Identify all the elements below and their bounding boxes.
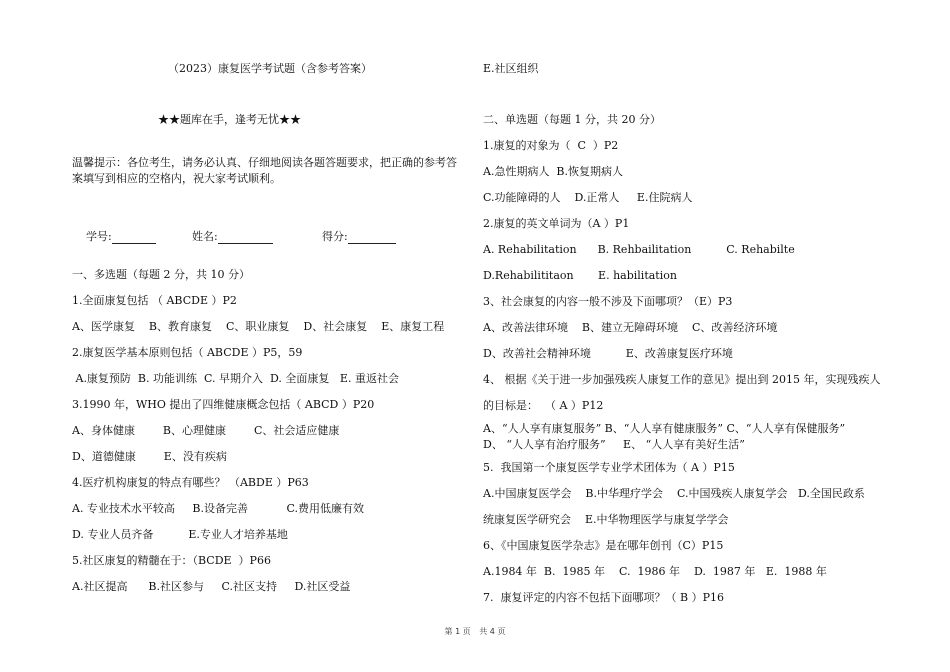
- student-id-field[interactable]: [72, 216, 156, 258]
- sc-question-2: 2.康复的英文单词为（A ）P1: [483, 217, 630, 230]
- sc-question-1: 1.康复的对象为（ C ）P2: [483, 139, 619, 152]
- sc-question-5-options-2: 统康复医学研究会 E.中华物理医学与康复学学会: [483, 513, 729, 526]
- sc-question-5-options-1: A.中国康复医学会 B.中华理疗学会 C.中国残疾人康复学会 D.全国民政系: [483, 487, 865, 500]
- name-field[interactable]: [178, 216, 273, 258]
- notice-line-1: 温馨提示：各位考生，请务必认真、仔细地阅读各题答题要求，把正确的参考答: [72, 156, 457, 169]
- sc-question-4-line-2: 的目标是： （ A ）P12: [483, 399, 604, 412]
- question-3: 3.1990 年，WHO 提出了四维健康概念包括（ ABCD ）P20: [72, 398, 375, 411]
- question-3-options-1: A、身体健康 B、心理健康 C、社会适应健康: [72, 424, 340, 437]
- sc-question-5: 5. 我国第一个康复医学专业学术团体为（ A ）P15: [483, 461, 735, 474]
- name-blank[interactable]: [218, 231, 273, 244]
- sc-question-3-options-1: A、改善法律环境 B、建立无障碍环境 C、改善经济环境: [483, 321, 778, 334]
- student-id-label: 学号:: [86, 230, 112, 243]
- question-1: 1.全面康复包括 （ ABCDE ）P2: [72, 294, 237, 307]
- score-label: 得分:: [322, 230, 348, 243]
- question-5-options: A.社区提高 B.社区参与 C.社区支持 D.社区受益: [72, 580, 351, 593]
- slogan: ★★题库在手，逢考无忧★★: [158, 113, 301, 126]
- notice-line-2: 案填写到相应的空格内，祝大家考试顺利。: [72, 172, 281, 185]
- sc-question-4-options-2: D、 “人人享有治疗服务” E、 “人人享有美好生活”: [483, 438, 745, 451]
- document-title: （2023）康复医学考试题（含参考答案）: [168, 62, 372, 75]
- question-2: 2.康复医学基本原则包括（ ABCDE ）P5，59: [72, 346, 303, 359]
- sc-question-4-line-1: 4、 根据《关于进一步加强残疾人康复工作的意见》提出到 2015 年，实现残疾人: [483, 373, 881, 386]
- section-multiple-choice: 一、多选题（每题 2 分，共 10 分）: [72, 268, 250, 281]
- sc-question-2-options-1: A. Rehabilitation B. Rehbailitation C. Rehabilte: [483, 243, 795, 256]
- question-4-options-2: D. 专业人员齐备 E.专业人才培养基地: [72, 528, 288, 541]
- sc-question-3: 3、社会康复的内容一般不涉及下面哪项？（E）P3: [483, 295, 733, 308]
- question-5: 5.社区康复的精髓在于：（BCDE ）P66: [72, 554, 271, 567]
- question-1-options: A、医学康复 B、教育康复 C、职业康复 D、社会康复 E、康复工程: [72, 320, 445, 333]
- sc-question-6-options: A.1984 年 B. 1985 年 C. 1986 年 D. 1987 年 E. 1988 年: [483, 565, 827, 578]
- question-4: 4.医疗机构康复的特点有哪些？ （ABDE ）P63: [72, 476, 309, 489]
- question-4-options-1: A. 专业技术水平较高 B.设备完善 C.费用低廉有效: [72, 502, 364, 515]
- sc-question-4-options-1: A、“人人享有康复服务” B、“人人享有健康服务” C、“人人享有保健服务”: [483, 422, 846, 435]
- student-id-blank[interactable]: [112, 231, 156, 244]
- name-label: 姓名:: [192, 230, 218, 243]
- score-field[interactable]: [308, 216, 396, 258]
- page-total: 共 4 页: [479, 627, 506, 636]
- score-blank[interactable]: [348, 231, 396, 244]
- sc-question-7: 7. 康复评定的内容不包括下面哪项？（ B ）P16: [483, 591, 724, 604]
- sc-question-2-options-2: D.Rehabilititaon E. habilitation: [483, 269, 677, 282]
- page-number: 第 1 页: [444, 627, 471, 636]
- carry-over-option: E.社区组织: [483, 62, 539, 75]
- sc-question-1-options-2: C.功能障碍的人 D.正常人 E.住院病人: [483, 191, 693, 204]
- page-footer: [0, 626, 950, 637]
- sc-question-1-options-1: A.急性期病人 B.恢复期病人: [483, 165, 624, 178]
- question-2-options: A.康复预防 B. 功能训练 C. 早期介入 D. 全面康复 E. 重返社会: [72, 372, 399, 385]
- question-3-options-2: D、道德健康 E、没有疾病: [72, 450, 227, 463]
- sc-question-3-options-2: D、改善社会精神环境 E、改善康复医疗环境: [483, 347, 733, 360]
- sc-question-6: 6、《中国康复医学杂志》是在哪年创刊（C）P15: [483, 539, 724, 552]
- section-single-choice: 二、单选题（每题 1 分，共 20 分）: [483, 113, 661, 126]
